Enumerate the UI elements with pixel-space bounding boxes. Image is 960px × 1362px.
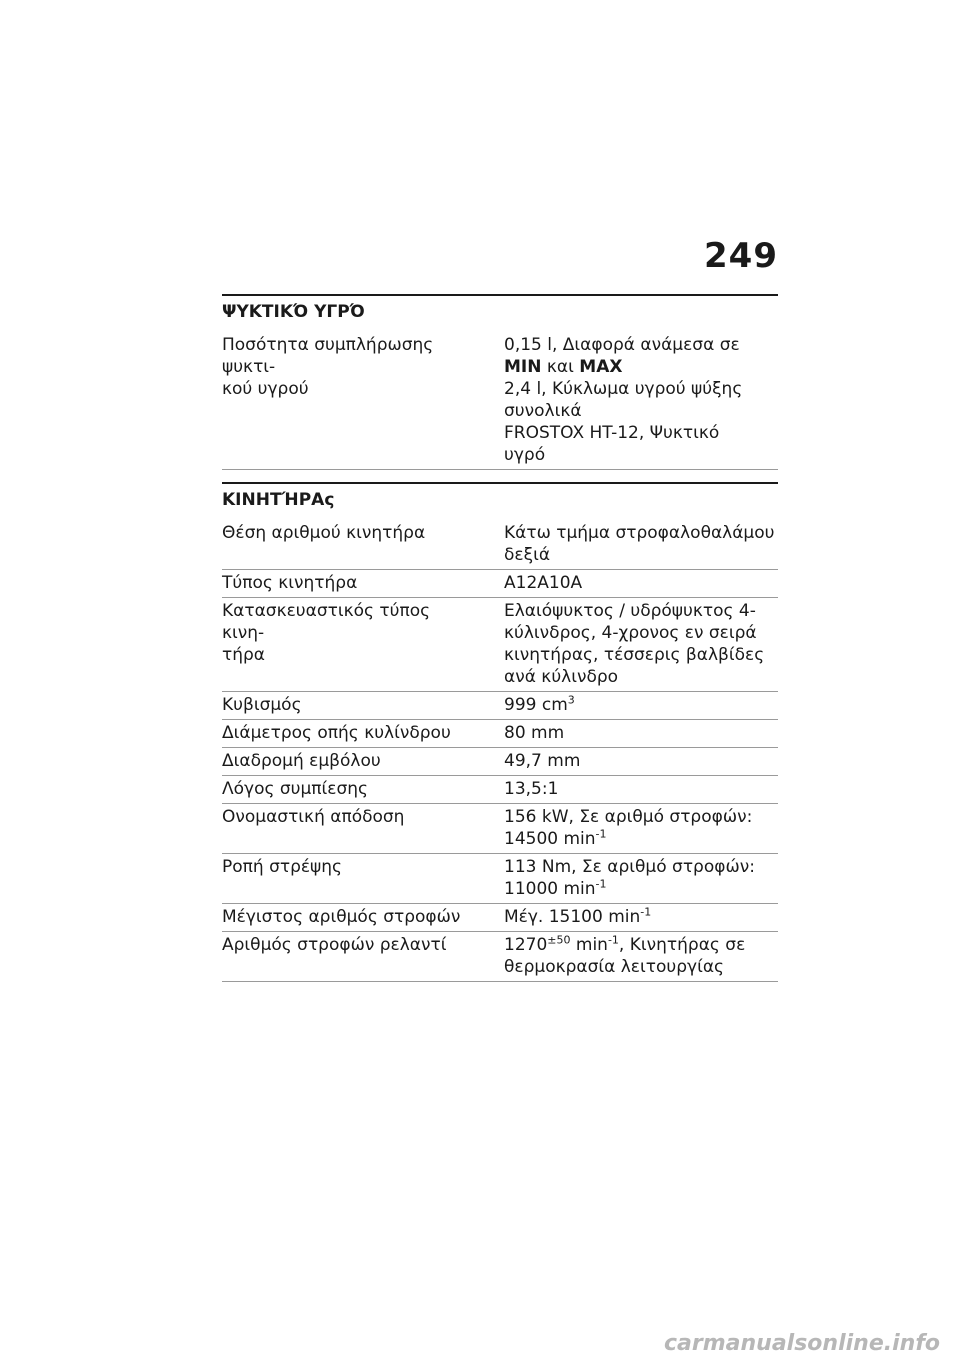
spec-row-torque [222,854,778,904]
spec-value: 999 $cm^3$ [504,693,575,715]
spec-label: Τύπος κινητήρα [222,573,358,593]
min-mark: MIN [504,357,542,377]
spec-label: Κατασκευαστικός τύπος κινη- τήρα [222,601,431,665]
spec-row-stroke [222,748,778,776]
spec-value: Κάτω τμήμα στροφαλοθαλάμου δεξιά [504,523,775,565]
page-number: 249 [704,236,778,276]
spec-value: $1270^{\pm 50}$ $\min^{-1}$, Κινητήρας σε θερμοκρασία λειτουργίας [504,933,746,977]
spec-label: Θέση αριθμού κινητήρα [222,523,426,543]
spec-label: Ροπή στρέψης [222,857,343,877]
max-mark: MAX [579,357,623,377]
spec-value: Μέγ. 15100 $\min^{-1}$ [504,905,652,927]
spec-row-compression-ratio [222,776,778,804]
spec-value: 156 kW, Σε αριθμό στροφών: 14500 $\min^{-1}$ [504,807,753,849]
spec-row-max-rpm [222,904,778,932]
spec-label: Διαδρομή εμβόλου [222,751,381,771]
spec-row-engine-design [222,598,778,692]
spec-label: Διάμετρος οπής κυλίνδρου [222,723,451,743]
spec-label: Ονομαστική απόδοση [222,807,405,827]
spec-label: Ποσότητα συμπλήρωσης ψυκτι- κού υγρού [222,335,434,399]
spec-label: Αριθμός στροφών ρελαντί [222,935,447,955]
spec-label: Κυβισμός [222,695,302,715]
spec-row-coolant-quantity [222,332,778,470]
spec-value: 113 Nm, Σε αριθμό στροφών: 11000 $\min^{-1}$ [504,857,755,899]
spec-value: Ελαιόψυκτος / υδρόψυκτος 4- κύλινδρος, 4-χρονος εν σειρά κινητήρας, τέσσερις βαλβίδες ανά κύλινδρο [504,601,765,687]
coolant-section [222,294,778,470]
spec-value: 0,15 l, Διαφορά ανάμεσα σε MIN και MAX 2,4 l, Κύκλωμα υγρού ψύξης συνολικά FROSTOX HT-12, Ψυκτικό υγρό [504,335,743,465]
spec-label: Μέγιστος αριθμός στροφών [222,907,461,927]
section-title-coolant: ΨΥΚΤΙΚΌ ΥΓΡΌ [222,294,778,332]
spec-value: 80 mm [504,723,565,743]
spec-label: Λόγος συμπίεσης [222,779,369,799]
spec-row-engine-type [222,570,778,598]
watermark: carmanualsonline.info [664,1331,940,1356]
spec-row-bore [222,720,778,748]
spec-row-engine-number-position [222,520,778,570]
spec-value: 49,7 mm [504,751,581,771]
spec-row-displacement [222,692,778,720]
spec-value: A12A10A [504,573,583,593]
engine-section [222,482,778,982]
spec-value: 13,5:1 [504,779,559,799]
spec-row-idle-rpm [222,932,778,982]
section-title-engine: ΚΙΝΗΤΉΡΑς [222,482,778,520]
spec-row-rated-power [222,804,778,854]
